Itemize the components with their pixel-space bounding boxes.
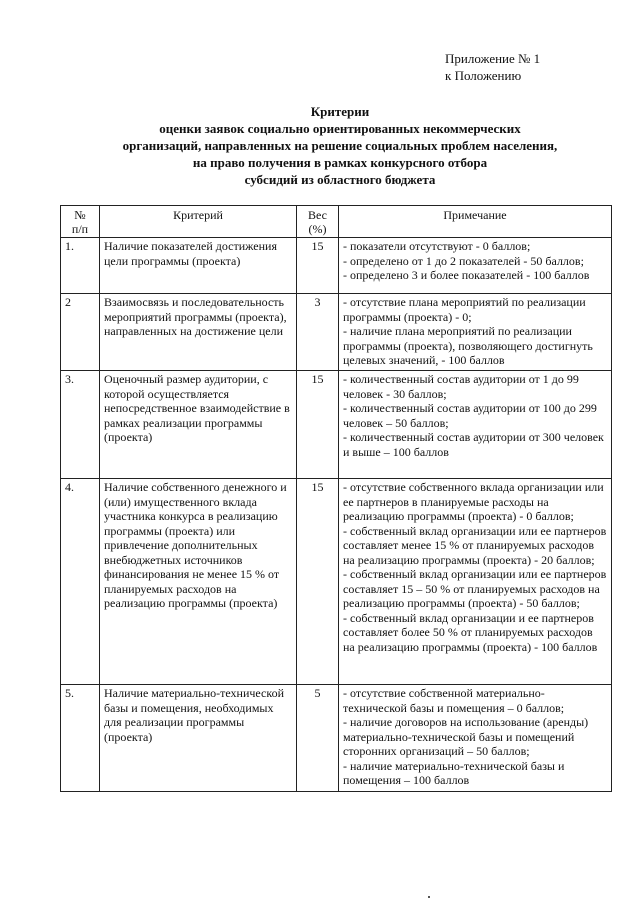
table-row	[61, 294, 612, 371]
note-line: - количественный состав аудитории от 300 человек и выше – 100 баллов	[343, 430, 604, 459]
header-weight-line1: Вес	[308, 208, 327, 222]
row-notes	[339, 371, 612, 479]
table-row	[61, 479, 612, 685]
row-criterion: Наличие показателей достижения цели программы (проекта)	[100, 238, 297, 294]
note-line: - собственный вклад организации или ее партнеров составляет менее 15 % от планируемых расходов на реализацию программы (проекта) - 20 баллов;	[343, 523, 607, 567]
row-notes	[339, 685, 612, 792]
table-row	[61, 238, 612, 294]
note-line: - собственный вклад организации и ее партнеров составляет более 50 % от планируемых расходов на реализацию программы (проекта) - 100 баллов	[343, 610, 598, 654]
note-line: - показатели отсутствуют - 0 баллов;	[343, 239, 531, 253]
row-number: 5.	[61, 685, 100, 792]
header-criterion: Критерий	[100, 206, 297, 238]
appendix-heading	[445, 50, 540, 84]
row-number: 2	[61, 294, 100, 371]
appendix-reference: к Положению	[445, 68, 522, 83]
table-header-row	[61, 206, 612, 238]
row-weight: 3	[297, 294, 339, 371]
row-criterion: Наличие собственного денежного и (или) имущественного вклада участника конкурса в реализацию программы (проекта) или привлечение дополнительных внебюджетных источников финансирования не менее 15 % от планируемых расходов на реализацию программы (проекта)	[100, 479, 297, 685]
scan-speck	[428, 896, 430, 898]
row-number: 1.	[61, 238, 100, 294]
row-weight: 15	[297, 479, 339, 685]
header-number-line2: п/п	[71, 222, 89, 236]
row-criterion: Наличие материально-технической базы и помещения, необходимых для реализации программы (проекта)	[100, 685, 297, 792]
title-line-5: субсидий из областного бюджета	[244, 172, 436, 187]
note-line: - собственный вклад организации или ее партнеров составляет 15 – 50 % от планируемых расходов на реализацию программы (проекта) - 50 баллов;	[343, 567, 607, 610]
header-note: Примечание	[339, 206, 612, 238]
row-weight: 15	[297, 238, 339, 294]
row-weight: 5	[297, 685, 339, 792]
row-weight: 15	[297, 371, 339, 479]
row-notes	[339, 294, 612, 371]
header-weight	[297, 206, 339, 238]
note-line: - определено от 1 до 2 показателей - 50 баллов;	[343, 253, 584, 268]
note-line: - определено 3 и более показателей - 100 баллов	[343, 268, 590, 282]
document-title	[60, 103, 620, 188]
appendix-number: Приложение № 1	[445, 51, 541, 66]
row-notes	[339, 479, 612, 685]
row-criterion: Оценочный размер аудитории, с которой осуществляется непосредственное взаимодействие в рамках реализации программы (проекта)	[100, 371, 297, 479]
table-row	[61, 371, 612, 479]
header-number-line1: №	[74, 208, 86, 222]
criteria-table	[60, 205, 612, 792]
row-criterion: Взаимосвязь и последовательность мероприятий программы (проекта), направленных на достижение цели	[100, 294, 297, 371]
title-line-4: на право получения в рамках конкурсного отбора	[192, 155, 488, 170]
table-row	[61, 685, 612, 792]
note-line: - количественный состав аудитории от 1 до 99 человек - 30 баллов;	[343, 372, 579, 401]
note-line: - отсутствие плана мероприятий по реализации программы (проекта) - 0;	[343, 295, 586, 324]
row-notes	[339, 238, 612, 294]
row-number: 3.	[61, 371, 100, 479]
title-line-2: оценки заявок социально ориентированных некоммерческих	[159, 121, 521, 136]
note-line: - наличие материально-технической базы и помещения – 100 баллов	[343, 758, 565, 787]
note-line: - отсутствие собственного вклада организации или ее партнеров в планируемые расходы на реализацию программы (проекта) - 0 баллов;	[343, 480, 604, 523]
note-line: - отсутствие собственной материально-технической базы и помещения – 0 баллов;	[343, 686, 565, 715]
note-line: - наличие договоров на использование (аренды) материально-технической базы и помещений сторонних организаций – 50 баллов;	[343, 715, 589, 758]
header-weight-line2: (%)	[308, 222, 327, 236]
title-line-1: Критерии	[310, 104, 370, 119]
row-number: 4.	[61, 479, 100, 685]
note-line: - количественный состав аудитории от 100 до 299 человек – 50 баллов;	[343, 401, 597, 430]
header-number	[61, 206, 100, 238]
title-line-3: организаций, направленных на решение социальных проблем населения,	[122, 138, 558, 153]
note-line: - наличие плана мероприятий по реализации программы (проекта), позволяющего достигнуть целевых значений, - 100 баллов	[343, 324, 593, 367]
